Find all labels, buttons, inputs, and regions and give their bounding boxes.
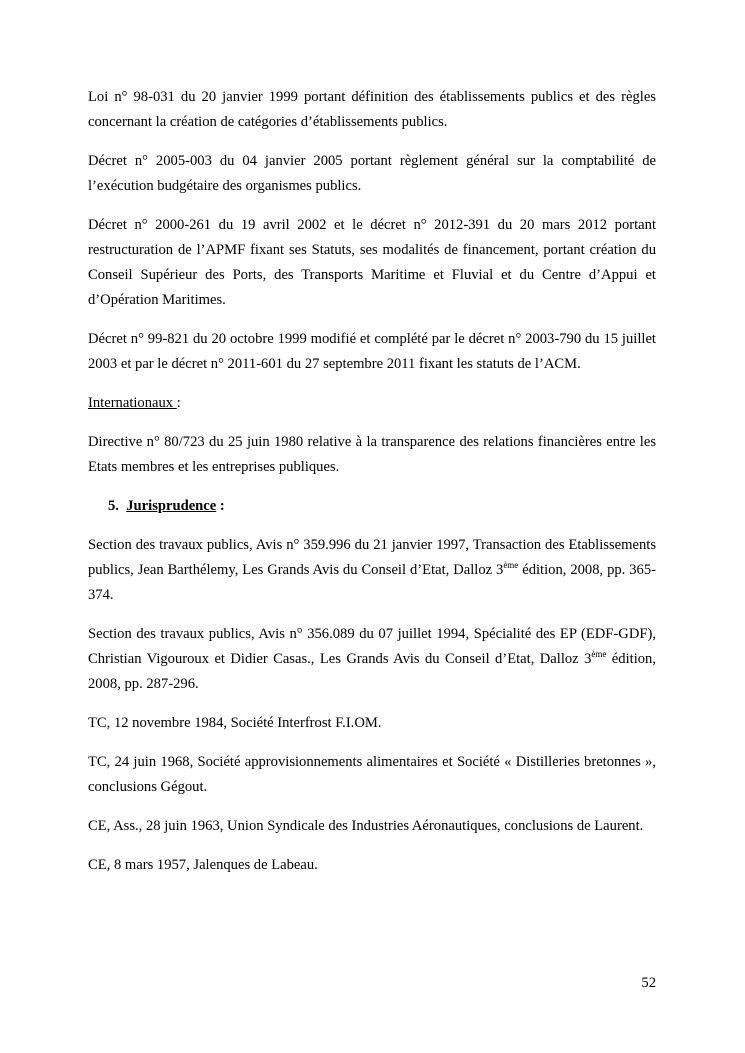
section-title-colon: :	[216, 498, 225, 514]
decree-paragraph-3: Décret n° 99-821 du 20 octobre 1999 modifié et complété par le décret n° 2003-790 du 15 juillet 2003 et par le décret n° 2011-601 du 27 septembre 2011 fixant les statuts de l’ACM.	[88, 331, 656, 372]
document-page	[88, 85, 656, 892]
page-number: 52	[641, 975, 656, 991]
directive-paragraph: Directive n° 80/723 du 25 juin 1980 relative à la transparence des relations financières entre les Etats membres et les entreprises publiques.	[88, 434, 656, 475]
jurisprudence-item-2	[88, 622, 656, 697]
jurisprudence-item-3: TC, 12 novembre 1984, Société Interfrost F.I.OM.	[88, 715, 382, 731]
jurisprudence-item-2-after: édition, 2008, pp. 287-296.	[88, 651, 656, 692]
jurisprudence-item-1	[88, 533, 656, 608]
jurisprudence-item-1-sup: ème	[503, 560, 519, 571]
decree-paragraph-2: Décret n° 2000-261 du 19 avril 2002 et le décret n° 2012-391 du 20 mars 2012 portant restructuration de l’APMF fixant ses Statuts, ses modalités de financement, portant création du Conseil Supérieur des Ports, des Transports Maritime et Fluvial et du Centre d’Appui et d’Opération Maritimes.	[88, 217, 656, 308]
jurisprudence-item-5: CE, Ass., 28 juin 1963, Union Syndicale des Industries Aéronautiques, conclusions de Laurent.	[88, 818, 644, 834]
jurisprudence-item-1-after: édition, 2008, pp. 365-374.	[88, 562, 657, 603]
jurisprudence-item-2-sup: ème	[591, 649, 607, 660]
jurisprudence-item-1-text: Section des travaux publics, Avis n° 359.996 du 21 janvier 1997, Transaction des Etablissements publics, Jean Barthélemy, Les Grands Avis du Conseil d’Etat, Dalloz 3	[88, 537, 656, 578]
jurisprudence-item-6: CE, 8 mars 1957, Jalenques de Labeau.	[88, 857, 318, 873]
section-title: Jurisprudence	[126, 498, 217, 514]
jurisprudence-item-2-text: Section des travaux publics, Avis n° 356.089 du 07 juillet 1994, Spécialité des EP (EDF-GDF), Christian Vigouroux et Didier Casas., Les Grands Avis du Conseil d’Etat, Dalloz 3	[88, 626, 656, 667]
section-number: 5.	[108, 498, 119, 514]
international-heading-colon: :	[176, 395, 181, 411]
law-paragraph-1: Loi n° 98-031 du 20 janvier 1999 portant définition des établissements publics et des règles concernant la création de catégories d’établissements publics.	[88, 89, 656, 130]
international-heading	[88, 391, 656, 416]
section-heading-jurisprudence	[108, 494, 656, 519]
international-heading-label: Internationaux	[88, 395, 177, 411]
jurisprudence-item-4: TC, 24 juin 1968, Société approvisionnements alimentaires et Société « Distilleries bretonnes », conclusions Gégout.	[88, 754, 656, 795]
decree-paragraph-1: Décret n° 2005-003 du 04 janvier 2005 portant règlement général sur la comptabilité de l’exécution budgétaire des organismes publics.	[88, 153, 656, 194]
